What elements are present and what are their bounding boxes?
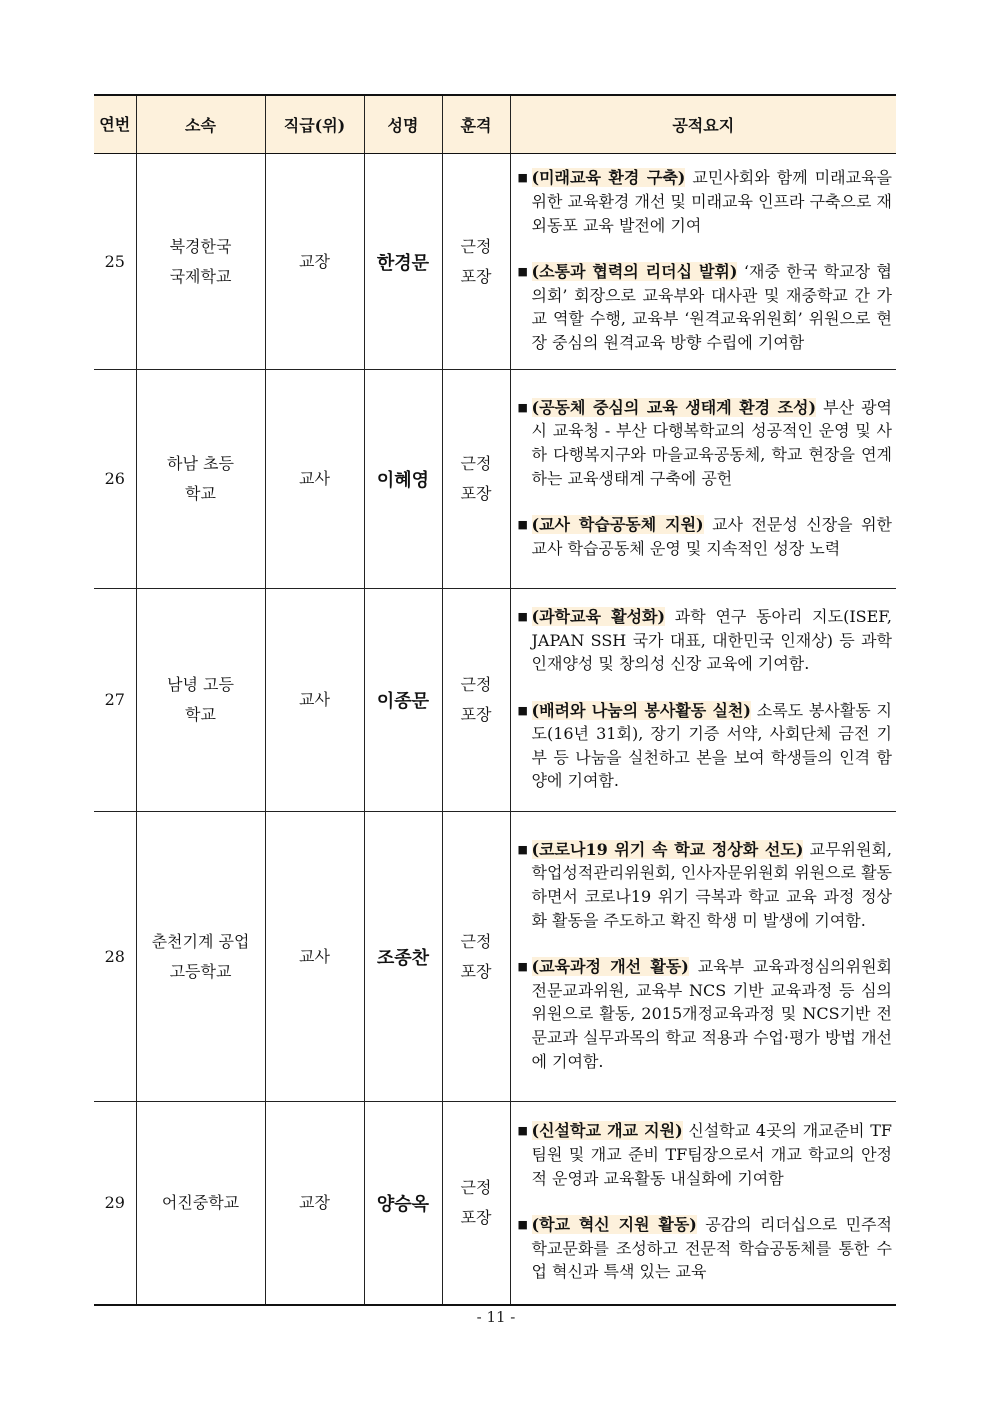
merit-title: (소통과 협력의 리더십 발휘)	[531, 262, 738, 282]
merit-text: 부산 광역시 교육청 - 부산 다행복학교의 성공적인 운영 및 사하 다행복지구와 마을교육공동체, 학교 현장을 연계하는 교육생태계 구축에 공헌	[531, 397, 892, 488]
row-merit	[510, 370, 896, 589]
merit-item	[518, 699, 893, 793]
merit-title: (미래교육 환경 구축)	[531, 168, 686, 188]
square-bullet-icon: ■	[517, 1218, 528, 1232]
square-bullet-icon: ■	[517, 609, 528, 623]
merit-title: (코로나19 위기 속 학교 정상화 선도)	[531, 839, 804, 859]
row-no: 27	[94, 589, 136, 812]
merit-text: 신설학교 4곳의 개교준비 TF팀원 및 개교 준비 TF팀장으로서 개교 학교의 안정적 운영과 교육활동 내실화에 기여함	[531, 1121, 892, 1188]
square-bullet-icon: ■	[517, 400, 528, 414]
merit-text: 공감의 리더십으로 민주적 학교문화를 조성하고 전문적 학습공동체를 통한 수업 혁신과 특색 있는 교육	[531, 1215, 892, 1282]
merit-title: (학교 혁신 지원 활동)	[531, 1215, 697, 1235]
table-row	[94, 812, 896, 1102]
row-position: 교장	[265, 154, 364, 370]
merit-item	[518, 513, 893, 560]
row-position: 교사	[265, 370, 364, 589]
row-affiliation: 어진중학교	[136, 1102, 265, 1305]
merit-text: 교사 전문성 신장을 위한 교사 학습공동체 운영 및 지속적인 성장 노력	[531, 515, 892, 558]
square-bullet-icon: ■	[517, 842, 528, 856]
row-merit	[510, 812, 896, 1102]
merit-title: (교육과정 개선 활동)	[531, 957, 689, 977]
square-bullet-icon: ■	[517, 703, 528, 717]
merit-item	[518, 260, 893, 354]
merit-item	[518, 166, 893, 237]
merit-title: (과학교육 활성화)	[531, 606, 666, 626]
page-number: - 11 -	[476, 1308, 516, 1326]
row-name: 한경문	[364, 154, 442, 370]
merit-item	[518, 1119, 893, 1190]
row-merit	[510, 589, 896, 812]
row-no: 26	[94, 370, 136, 589]
row-award: 근정 포장	[442, 370, 510, 589]
row-name: 이혜영	[364, 370, 442, 589]
merit-item	[518, 838, 893, 932]
square-bullet-icon: ■	[517, 960, 528, 974]
row-award: 근정 포장	[442, 589, 510, 812]
header-no: 연번	[94, 95, 136, 154]
merit-text: ‘재중 한국 학교장 협의회’ 회장으로 교육부와 대사관 및 재중학교 간 가교 역할 수행, 교육부 ‘원격교육위원회’ 위원으로 현장 중심의 원격교육 방향 수립에 기여함	[531, 262, 893, 352]
merit-title: (공동체 중심의 교육 생태계 환경 조성)	[531, 397, 817, 417]
header-award: 훈격	[442, 95, 510, 154]
row-no: 29	[94, 1102, 136, 1305]
merit-text: 교무위원회, 학업성적관리위원회, 인사자문위원회 위원으로 활동하면서 코로나19 위기 극복과 학교 교육 과정 정상화 활동을 주도하고 확진 학생 미 발생에 기여함.	[531, 839, 893, 930]
row-affiliation: 하남 초등학교	[136, 370, 265, 589]
merit-title: (배려와 나눔의 봉사활동 실천)	[531, 700, 751, 720]
award-table	[94, 94, 896, 1306]
header-position: 직급(위)	[265, 95, 364, 154]
square-bullet-icon: ■	[517, 171, 528, 185]
row-affiliation: 남녕 고등학교	[136, 589, 265, 812]
table-header-row	[94, 95, 896, 154]
row-no: 25	[94, 154, 136, 370]
merit-title: (신설학교 개교 지원)	[531, 1121, 683, 1141]
table-row	[94, 370, 896, 589]
header-merit: 공적요지	[510, 95, 896, 154]
table-row	[94, 154, 896, 370]
row-name: 이종문	[364, 589, 442, 812]
merit-item	[518, 396, 893, 490]
merit-item	[518, 955, 893, 1073]
merit-text: 과학 연구 동아리 지도(ISEF, JAPAN SSH 국가 대표, 대한민국 인재상) 등 과학 인재양성 및 창의성 신장 교육에 기여함.	[531, 606, 892, 674]
row-name: 조종찬	[364, 812, 442, 1102]
row-position: 교사	[265, 812, 364, 1102]
merit-text: 소록도 봉사활동 지도(16년 31회), 장기 기증 서약, 사회단체 금전 기부 등 나눔을 실천하고 본을 보여 학생들의 인격 함양에 기여함.	[531, 700, 893, 791]
square-bullet-icon: ■	[517, 265, 528, 279]
merit-text: 교육부 교육과정심의위원회 전문교과위원, 교육부 NCS 기반 교육과정 등 심의위원으로 활동, 2015개정교육과정 및 NCS기반 전문교과 실무과목의 학교 적용과 수업·평가 방법 개선에 기여함.	[531, 957, 892, 1071]
row-award: 근정 포장	[442, 812, 510, 1102]
row-no: 28	[94, 812, 136, 1102]
row-name: 양승옥	[364, 1102, 442, 1305]
row-merit	[510, 1102, 896, 1305]
square-bullet-icon: ■	[517, 518, 528, 532]
merit-text: 교민사회와 함께 미래교육을 위한 교육환경 개선 및 미래교육 인프라 구축으로 재외동포 교육 발전에 기여	[531, 168, 893, 235]
table-row	[94, 1102, 896, 1305]
square-bullet-icon: ■	[517, 1124, 528, 1138]
header-affiliation: 소속	[136, 95, 265, 154]
header-name: 성명	[364, 95, 442, 154]
row-position: 교장	[265, 1102, 364, 1305]
row-position: 교사	[265, 589, 364, 812]
table-row	[94, 589, 896, 812]
row-award: 근정 포장	[442, 154, 510, 370]
merit-item	[518, 1213, 893, 1284]
merit-item	[518, 605, 893, 676]
merit-title: (교사 학습공동체 지원)	[531, 515, 704, 535]
row-affiliation: 춘천기계 공업고등학교	[136, 812, 265, 1102]
row-award: 근정 포장	[442, 1102, 510, 1305]
row-affiliation: 북경한국 국제학교	[136, 154, 265, 370]
row-merit	[510, 154, 896, 370]
